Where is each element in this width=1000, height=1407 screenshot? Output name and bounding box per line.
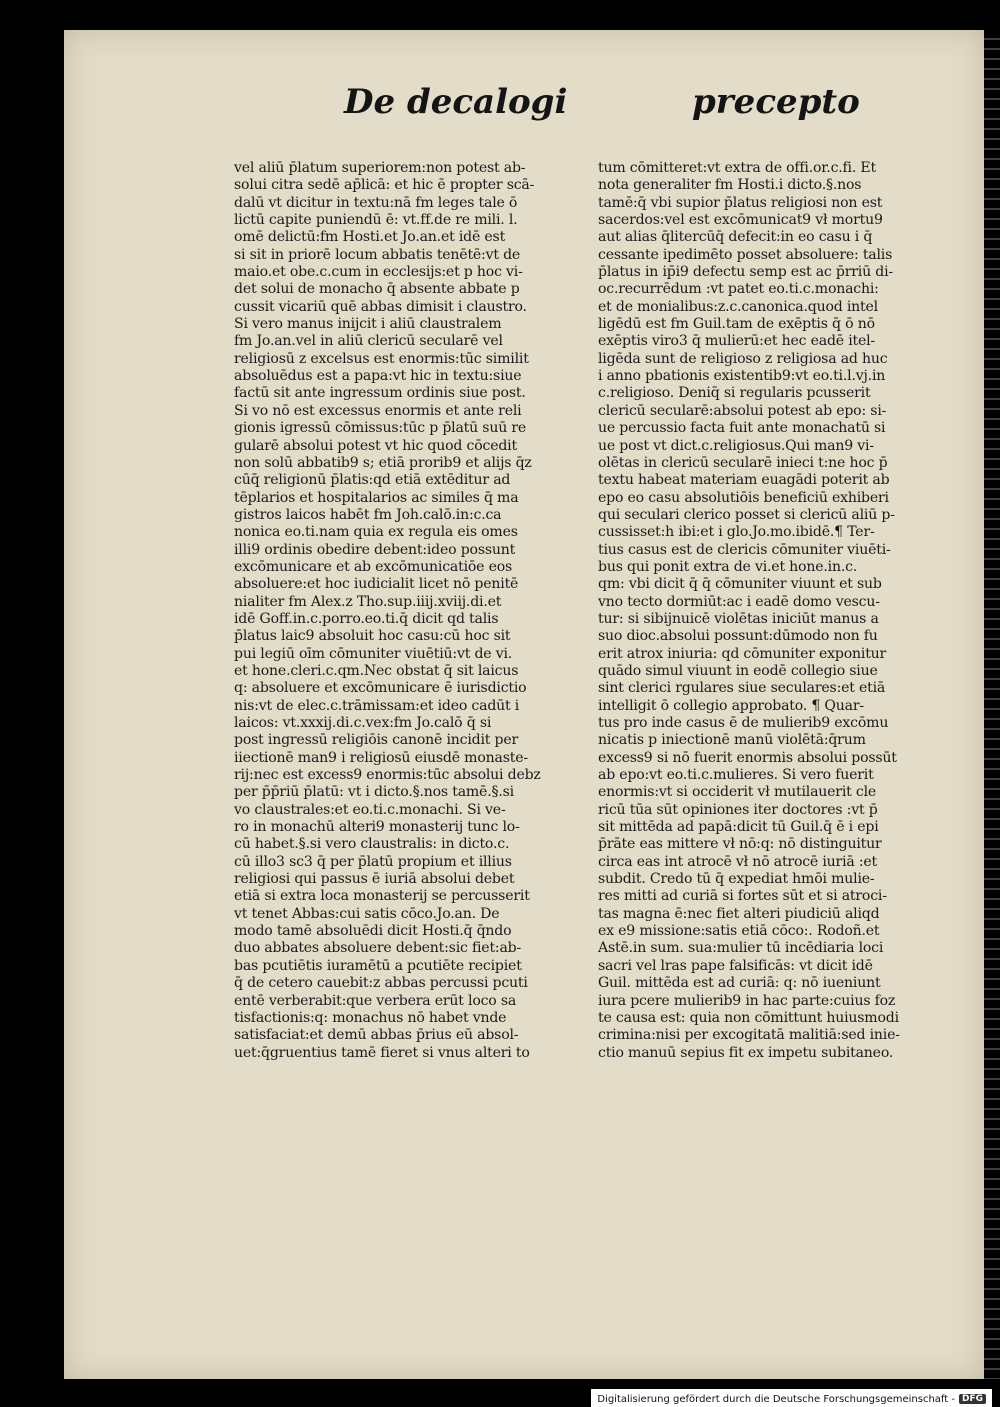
text-line: p̄latus in ip̄i9 defectu semp est ac p̄rriū di- (598, 264, 893, 281)
text-line: absoluēdus est a papa:vt hic in textu:siue (234, 368, 522, 385)
text-line: post ingressū religiōis canonē incidit per (234, 732, 519, 749)
scan-edge-strip (984, 30, 1000, 1379)
text-line: circa eas int atrocē vł nō atrocē iuriā :et (598, 853, 878, 870)
text-line: i anno pbationis existentib9:vt eo.ti.l.vj.in (598, 368, 886, 385)
text-line: ex e9 missione:satis etiā cōco:. Rodoñ.et (598, 923, 880, 940)
manuscript-page (64, 30, 984, 1379)
text-line: et de monialibus:z.c.canonica.quod intel (598, 298, 878, 315)
text-line: cūq̄ religionū p̄latis:qd etiā extēditur ad (234, 472, 511, 489)
text-line: tum cōmitteret:vt extra de offi.or.c.fi. Et (598, 160, 876, 176)
text-line: ligēdū est fm Guil.tam de exēptis q̄ ō nō (598, 316, 875, 333)
running-header (64, 82, 984, 142)
text-line: uet:q̄gruentius tamē fieret si vnus alteri to (234, 1044, 530, 1061)
text-line: res mitti ad curiā si fortes sūt et si atroci- (598, 888, 887, 905)
text-line: tas magna ē:nec fiet alteri piudiciū aliqd (598, 905, 880, 922)
text-line: tēplarios et hospitalarios ac similes q̄ ma (234, 489, 519, 506)
text-line: gionis igressū cōmissus:tūc p p̄latū suū re (234, 420, 527, 437)
text-line: cussisset:h ibi:et i glo.Jo.mo.ibidē.¶ Ter- (598, 524, 875, 541)
text-line: non solū abbatib9 s; etiā prorib9 et alijs q̄z (234, 454, 532, 471)
text-line: intelligit ō collegio approbato. ¶ Quar- (598, 697, 864, 714)
text-line: ue post vt dict.c.religiosus.Qui man9 vi- (598, 437, 874, 454)
text-line: cū habet.§.si vero claustralis: in dicto.c. (234, 836, 510, 853)
text-line: entē verberabit:que verbera erūt loco sa (234, 992, 517, 1009)
right-text-column (598, 160, 938, 1062)
text-line: nicatis p iniectionē manū violētā:q̄rum (598, 732, 866, 749)
text-line: vo claustrales:et eo.ti.c.monachi. Si ve- (234, 801, 506, 818)
text-line: tamē:q̄ vbi supior p̄latus religiosi non est (598, 194, 883, 211)
text-line: tus pro inde casus ē de mulierib9 excōmu (598, 715, 889, 731)
text-line: nonica eo.ti.nam quia ex regula eis omes (234, 524, 518, 541)
text-line: c.religioso. Deniq̄ si regularis pcusserit (598, 385, 871, 402)
text-line: oc.recurrēdum :vt patet eo.ti.c.monachi: (598, 281, 879, 298)
text-line: idē Goff.in.c.porro.eo.ti.q̄ dicit qd talis (234, 610, 499, 627)
text-line: ue percussio facta fuit ante monachatū si (598, 420, 886, 437)
text-line: rij:nec est excess9 enormis:tūc absolui debz (234, 767, 541, 784)
text-line: laicos: vt.xxxij.di.c.vex:fm Jo.calō q̄ si (234, 715, 492, 731)
text-line: sacerdos:vel est excōmunicat9 vł mortu9 (598, 212, 883, 229)
text-line: lictū capite puniendū ē: vt.ff.de re mili. l. (234, 212, 518, 229)
text-line: religiosū z excelsus est enormis:tūc similit (234, 350, 529, 367)
text-line: cussit vicariū quē abbas dimisit i claustro. (234, 298, 527, 315)
text-line: epo eo casu absolutiōis beneficiū exhiberi (598, 489, 889, 506)
text-line: absoluere:et hoc iudicialit licet nō penitē (234, 576, 519, 593)
text-line: pui legiū oīm cōmuniter viuētiū:vt de vi. (234, 645, 513, 662)
text-line: modo tamē absoluēdi dicit Hosti.q̄ q̄ndo (234, 923, 512, 940)
text-line: ab epo:vt eo.ti.c.mulieres. Si vero fuerit (598, 767, 874, 784)
text-line: enormis:vt si occiderit vł mutilauerit cle (598, 784, 877, 801)
text-line: ctio manuū sepius fit ex impetu subitaneo. (598, 1044, 894, 1061)
text-line: satisfaciat:et demū abbas p̄rius eū absol- (234, 1027, 519, 1044)
text-line: quādo simul viuunt in eodē collegio siue (598, 662, 878, 679)
text-line: bas pcutiētis iuramētū a pcutiēte recipiet (234, 957, 522, 974)
text-line: qui seculari clerico posset si clericū aliū p- (598, 506, 895, 523)
text-line: subdit. Credo tū q̄ expediat hmōi mulie- (598, 871, 875, 888)
text-line: cessante ipedimēto posset absoluere: talis (598, 246, 893, 263)
text-line: tius casus est de clericis cōmuniter viuēti- (598, 541, 891, 558)
text-line: gistros laicos habēt fm Joh.calō.in:c.ca (234, 506, 502, 523)
text-line: omē delictū:fm Hosti.et Jo.an.et idē est (234, 229, 506, 246)
text-line: olētas in clericū secularē inieci t:ne hoc p̄ (598, 454, 888, 471)
text-line: ligēda sunt de religioso z religiosa ad huc (598, 350, 888, 367)
text-line: vno tecto dormiūt:ac i eadē domo vescu- (598, 593, 880, 610)
text-line: vel aliū p̄latum superiorem:non potest ab- (234, 160, 526, 176)
text-line: sacri vel lras pape falsificās: vt dicit idē (598, 957, 873, 974)
text-line: crimina:nisi per excogitatā malitiā:sed inie- (598, 1027, 900, 1044)
text-line: nis:vt de elec.c.trāmissam:et ideo cadūt i (234, 697, 520, 714)
text-line: te causa est: quia non cōmittunt huiusmodi (598, 1009, 899, 1026)
text-line: fm Jo.an.vel in aliū clericū secularē vel (234, 333, 503, 350)
text-line: p̄rāte eas mittere vł nō:q: nō distinguitur (598, 836, 882, 853)
text-line: vt tenet Abbas:cui satis cōco.Jo.an. De (234, 905, 500, 922)
header-left: De decalogi (344, 82, 568, 122)
text-line: excess9 si nō fuerit enormis absolui possūt (598, 749, 897, 766)
text-line: Astē.in sum. sua:mulier tū incēdiaria loci (598, 940, 884, 957)
text-line: Si vo nō est excessus enormis et ante reli (234, 402, 522, 419)
dfg-logo-icon: DFG (959, 1394, 986, 1404)
footer-credit (591, 1389, 992, 1407)
text-line: iura pcere mulierib9 in hac parte:cuius foz (598, 992, 896, 1009)
text-line: tisfactionis:q: monachus nō habet vnde (234, 1009, 507, 1026)
text-line: qm: vbi dicit q̄ q̄ cōmuniter viuunt et sub (598, 576, 882, 593)
header-right: precepto (692, 82, 860, 122)
text-line: excōmunicare et ab excōmunicatiōe eos (234, 558, 513, 575)
text-line: det solui de monacho q̄ absente abbate p (234, 281, 520, 298)
text-line: p̄latus laic9 absoluit hoc casu:cū hoc sit (234, 628, 511, 645)
text-line: illi9 ordinis obedire debent:ideo possunt (234, 541, 516, 558)
text-line: q: absoluere et excōmunicare ē iurisdictio (234, 680, 527, 697)
text-line: etiā si extra loca monasterij se percusserit (234, 888, 530, 905)
text-line: per p̄p̄riū p̄latū: vt i dicto.§.nos tamē.§.si (234, 784, 514, 801)
text-line: q̄ de cetero cauebit:z abbas percussi pcuti (234, 975, 528, 992)
text-line: iiectionē man9 i religiosū eiusdē monaste- (234, 749, 528, 766)
text-line: nota generaliter fm Hosti.i dicto.§.nos (598, 177, 862, 194)
text-line: erit atrox iniuria: qd cōmuniter exponitur (598, 645, 887, 662)
text-line: duo abbates absoluere debent:sic fiet:ab- (234, 940, 522, 957)
text-line: solui citra sedē ap̄licā: et hic ē propter scā- (234, 177, 535, 194)
text-line: exēptis viro3 q̄ mulierū:et hec eadē itel- (598, 333, 875, 350)
text-line: sit mittēda ad papā:dicit tū Guil.q̄ ē i epi (598, 819, 879, 836)
text-line: suo dioc.absolui possunt:dūmodo non fu (598, 628, 878, 645)
text-line: Guil. mittēda est ad curiā: q: nō iueniunt (598, 975, 881, 992)
text-line: nialiter fm Alex.z Tho.sup.iiij.xviij.di.et (234, 593, 502, 610)
text-line: textu habeat materiam euagādi poterit ab (598, 472, 890, 489)
text-line: gularē absolui potest vt hic quod cōcedit (234, 437, 517, 454)
text-line: maio.et obe.c.cum in ecclesijs:et p hoc vi- (234, 264, 523, 281)
text-line: bus qui ponit extra de vi.et hone.in.c. (598, 558, 858, 575)
text-line: cū illo3 sc3 q̄ per p̄latū propium et illius (234, 853, 512, 870)
text-line: ricū tūa sūt opiniones iter doctores :vt p̄ (598, 801, 878, 818)
text-line: si sit in priorē locum abbatis tenētē:vt de (234, 246, 521, 263)
text-line: sint clerici rgulares siue seculares:et etiā (598, 680, 886, 697)
text-line: dalū vt dicitur in textu:nā fm leges tale ō (234, 194, 518, 211)
text-line: religiosi qui passus ē iuriā absolui debet (234, 871, 515, 888)
text-line: factū sit ante ingressum ordinis siue post. (234, 385, 526, 402)
text-line: aut alias q̄litercūq̄ defecit:in eo casu i q̄ (598, 229, 873, 246)
text-line: et hone.cleri.c.qm.Nec obstat q̄ sit laicus (234, 662, 519, 679)
footer-text: Digitalisierung gefördert durch die Deutsche Forschungsgemeinschaft - (597, 1393, 955, 1405)
text-line: Si vero manus inijcit i aliū claustralem (234, 316, 502, 333)
text-line: tur: si sibijnuicē violētas iniciūt manus a (598, 610, 879, 627)
text-line: clericū secularē:absolui potest ab epo: si- (598, 402, 887, 419)
left-text-column (234, 160, 574, 1062)
text-line: ro in monachū alteri9 monasterij tunc lo- (234, 819, 520, 836)
